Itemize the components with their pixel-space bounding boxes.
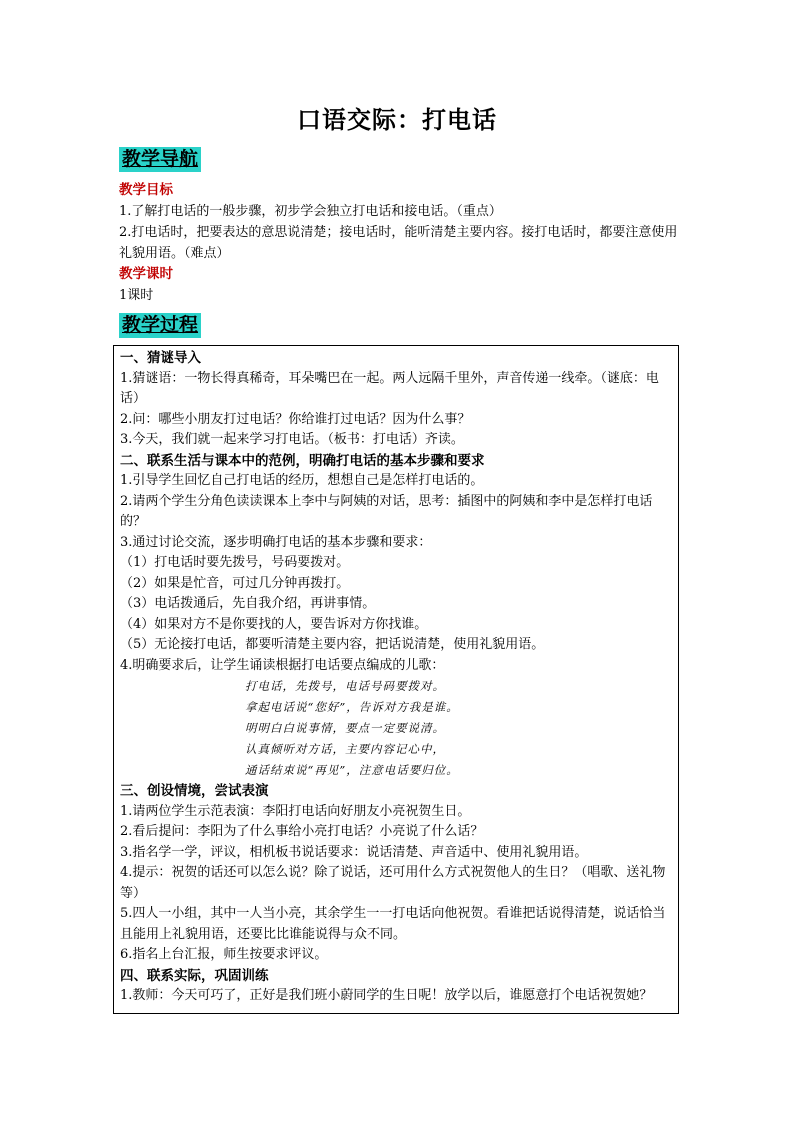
process-line: 3.通过讨论交流，逐步明确打电话的基本步骤和要求： xyxy=(120,534,432,550)
process-line: 2.看后提问：李阳为了什么事给小亮打电话？小亮说了什么话？ xyxy=(120,824,484,839)
goals-heading: 教学目标 xyxy=(119,182,173,198)
teaching-process-banner: 教学过程 xyxy=(119,313,201,338)
process-line: 1.引导学生回忆自己打电话的经历，想想自己是怎样打电话的。 xyxy=(120,473,484,488)
rhyme-line: 认真倾听对方话，主要内容记心中， xyxy=(245,742,445,756)
rhyme-line: 打电话，先拨号，电话号码要拨对。 xyxy=(245,679,445,693)
process-line: 3.指名学一学，评议，相机板书说话要求：说话清楚、声音适中、使用礼貌用语。 xyxy=(120,844,588,860)
process-line: 6.指名上台汇报，师生按要求评议。 xyxy=(120,947,328,962)
hours-heading: 教学课时 xyxy=(119,266,173,282)
process-step: （3）电话拨通后，先自我介绍，再讲事情。 xyxy=(120,596,376,611)
teaching-process-table xyxy=(113,345,679,1014)
process-line: 1.教师：今天可巧了，正好是我们班小蔚同学的生日呢！放学以后，谁愿意打个电话祝贺她？ xyxy=(120,988,653,1003)
process-line: 1.请两位学生示范表演：李阳打电话向好朋友小亮祝贺生日。 xyxy=(120,803,471,819)
section-heading: 四、联系实际，巩固训练 xyxy=(120,967,269,984)
section-heading: 二、联系生活与课本中的范例，明确打电话的基本步骤和要求 xyxy=(120,452,485,469)
process-line: 5.四人一小组，其中一人当小亮，其余学生一一打电话向他祝贺。看谁把话说得清楚，说话恰当且能用上礼貌用语，还要比比谁能说得与众不同。 xyxy=(120,906,666,942)
rhyme-line: 明明白白说事情，要点一定要说清。 xyxy=(245,721,445,735)
process-line: 2.请两个学生分角色读读课本上李中与阿姨的对话，思考：插图中的阿姨和李中是怎样打电话的？ xyxy=(120,493,653,529)
teaching-goals-block xyxy=(119,180,679,306)
rhyme-line: 通话结束说“再见”，注意电话要归位。 xyxy=(245,763,459,777)
rhyme-line: 拿起电话说“您好”，告诉对方我是谁。 xyxy=(245,700,459,714)
hours-value: 1课时 xyxy=(119,288,154,303)
process-line: 1.猜谜语：一物长得真稀奇，耳朵嘴巴在一起。两人远隔千里外，声音传递一线牵。（谜底：电话） xyxy=(120,370,659,406)
process-line: 4.提示：祝贺的话还可以怎么说？除了说话，还可用什么方式祝贺他人的生日？（唱歌、送礼物等） xyxy=(120,865,666,901)
section-heading: 三、创设情境，尝试表演 xyxy=(120,783,269,799)
goal-item: 1.了解打电话的一般步骤，初步学会独立打电话和接电话。（重点） xyxy=(119,204,502,219)
process-line: 3.今天，我们就一起来学习打电话。（板书：打电话）齐读。 xyxy=(120,432,464,447)
process-step: （5）无论接打电话，都要听清楚主要内容，把话说清楚，使用礼貌用语。 xyxy=(120,637,545,652)
page-title: 口语交际：打电话 xyxy=(297,106,497,134)
process-step: （1）打电话时要先拨号，号码要拨对。 xyxy=(120,555,350,570)
goal-item: 2.打电话时，把要表达的意思说清楚；接电话时，能听清楚主要内容。接打电话时，都要注意使用礼貌用语。（难点） xyxy=(119,225,678,261)
process-line: 4.明确要求后，让学生诵读根据打电话要点编成的儿歌： xyxy=(120,657,445,673)
section-heading: 一、猜谜导入 xyxy=(120,350,201,366)
process-line: 2.问：哪些小朋友打过电话？你给谁打过电话？因为什么事？ xyxy=(120,411,471,427)
process-step: （4）如果对方不是你要找的人，要告诉对方你找谁。 xyxy=(120,616,428,632)
process-step: （2）如果是忙音，可过几分钟再拨打。 xyxy=(120,575,350,591)
teaching-guide-banner: 教学导航 xyxy=(119,147,201,172)
